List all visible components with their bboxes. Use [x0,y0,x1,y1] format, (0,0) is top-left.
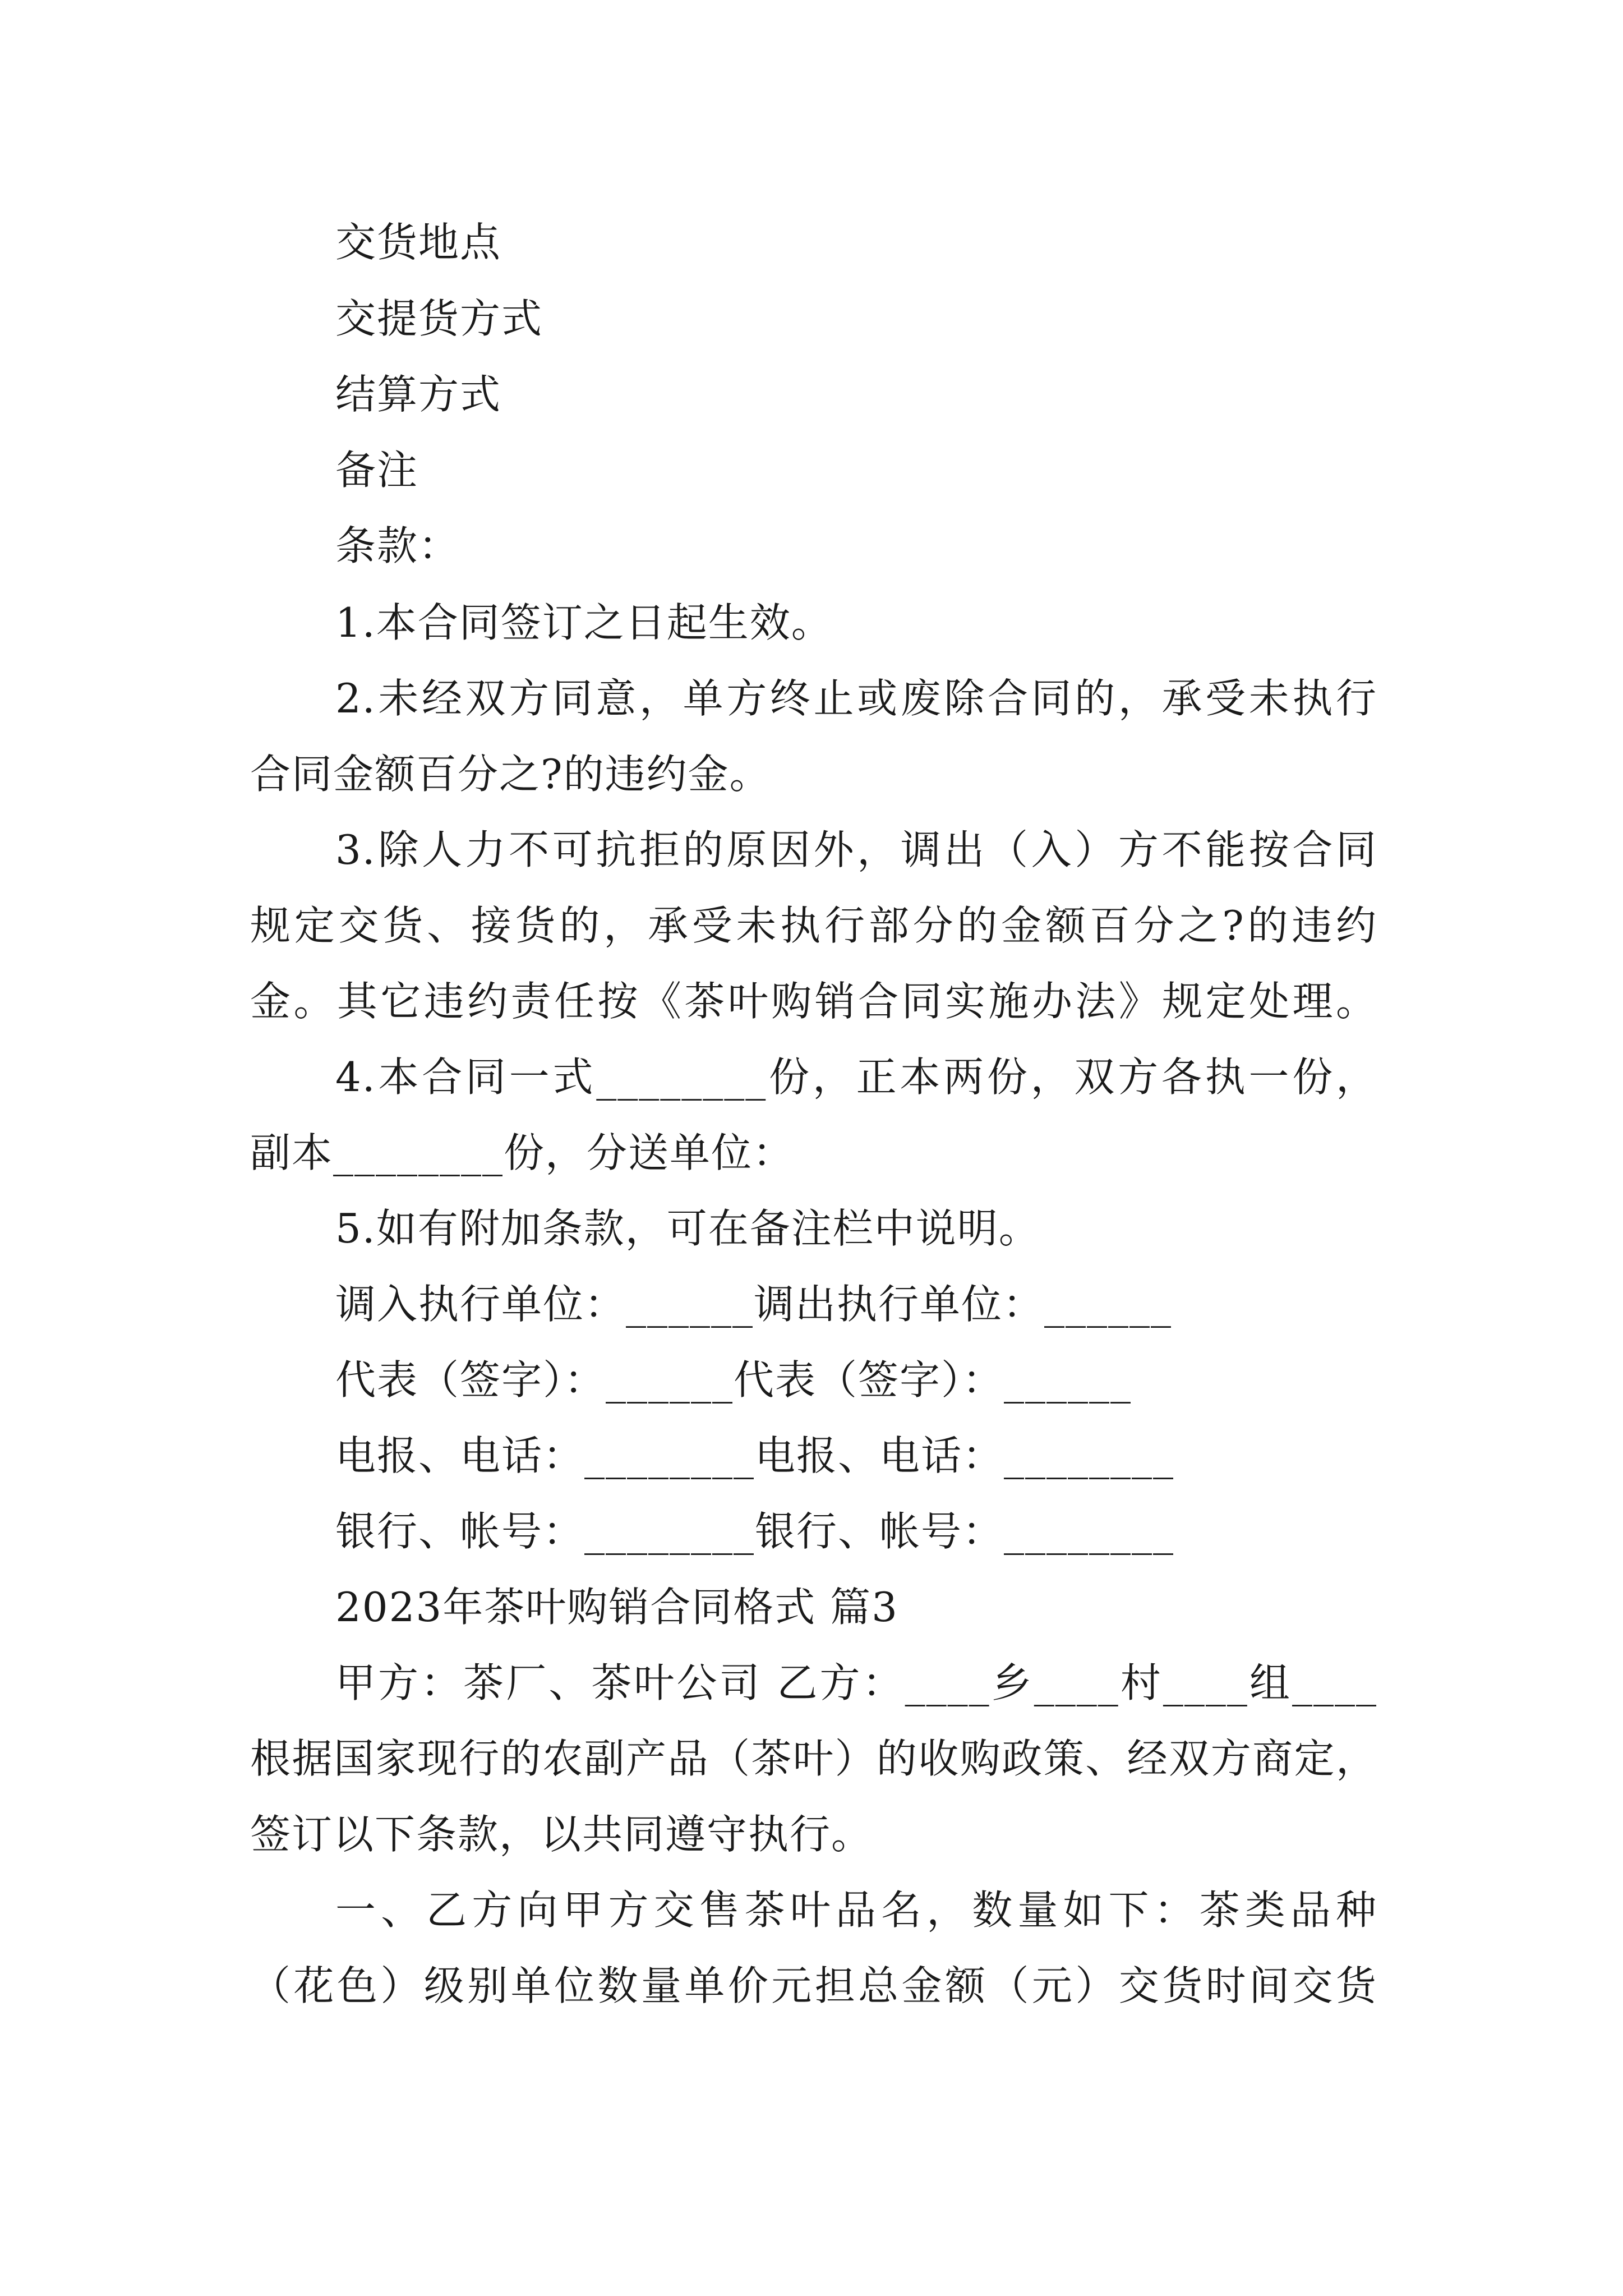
doc-line-signature-bank: 银行、帐号：________银行、帐号：________ [335,1508,1175,1555]
doc-line-delivery-location: 交货地点 [335,219,502,266]
doc-line-clause-2: 2.未经双方同意，单方终止或废除合同的，承受未执行 [335,675,1377,722]
doc-line-clause-1: 1.本合同签订之日起生效。 [335,599,833,646]
doc-line-terms-heading: 条款： [335,522,460,569]
doc-line-article-1: 一、乙方向甲方交售茶叶品名，数量如下：茶类品种 [335,1887,1377,1934]
doc-line-signature-rep: 代表（签字）：______代表（签字）：______ [335,1356,1132,1404]
doc-line-intro-2: 签订以下条款，以共同遵守执行。 [250,1811,873,1858]
doc-line-parties: 甲方：茶厂、茶叶公司 乙方：____乡____村____组____ [335,1659,1377,1706]
doc-line-remarks: 备注 [335,447,419,494]
doc-line-signature-unit: 调入执行单位：______调出执行单位：______ [335,1281,1173,1328]
doc-line-intro-1: 根据国家现行的农副产品（茶叶）的收购政策、经双方商定， [250,1735,1377,1782]
doc-line-clause-3-cont-1: 规定交货、接货的，承受未执行部分的金额百分之?的违约 [250,902,1377,949]
doc-line-clause-3: 3.除人力不可抗拒的原因外，调出（入）方不能按合同 [335,826,1377,873]
doc-line-settlement-method: 结算方式 [335,371,502,418]
doc-line-signature-phone: 电报、电话：________电报、电话：________ [335,1432,1175,1479]
doc-line-clause-5: 5.如有附加条款，可在备注栏中说明。 [335,1205,1040,1252]
doc-line-clause-4: 4.本合同一式________份，正本两份，双方各执一份， [335,1053,1377,1101]
section-title: 2023年茶叶购销合同格式 篇3 [335,1584,898,1631]
doc-line-clause-4-cont: 副本________份，分送单位： [250,1129,795,1176]
doc-line-clause-3-cont-2: 金。其它违约责任按《茶叶购销合同实施办法》规定处理。 [250,978,1377,1025]
doc-line-article-1-cont: （花色）级别单位数量单价元担总金额（元）交货时间交货 [250,1962,1377,2009]
doc-line-clause-2-cont: 合同金额百分之?的违约金。 [250,751,771,798]
doc-line-delivery-method: 交提货方式 [335,295,543,342]
